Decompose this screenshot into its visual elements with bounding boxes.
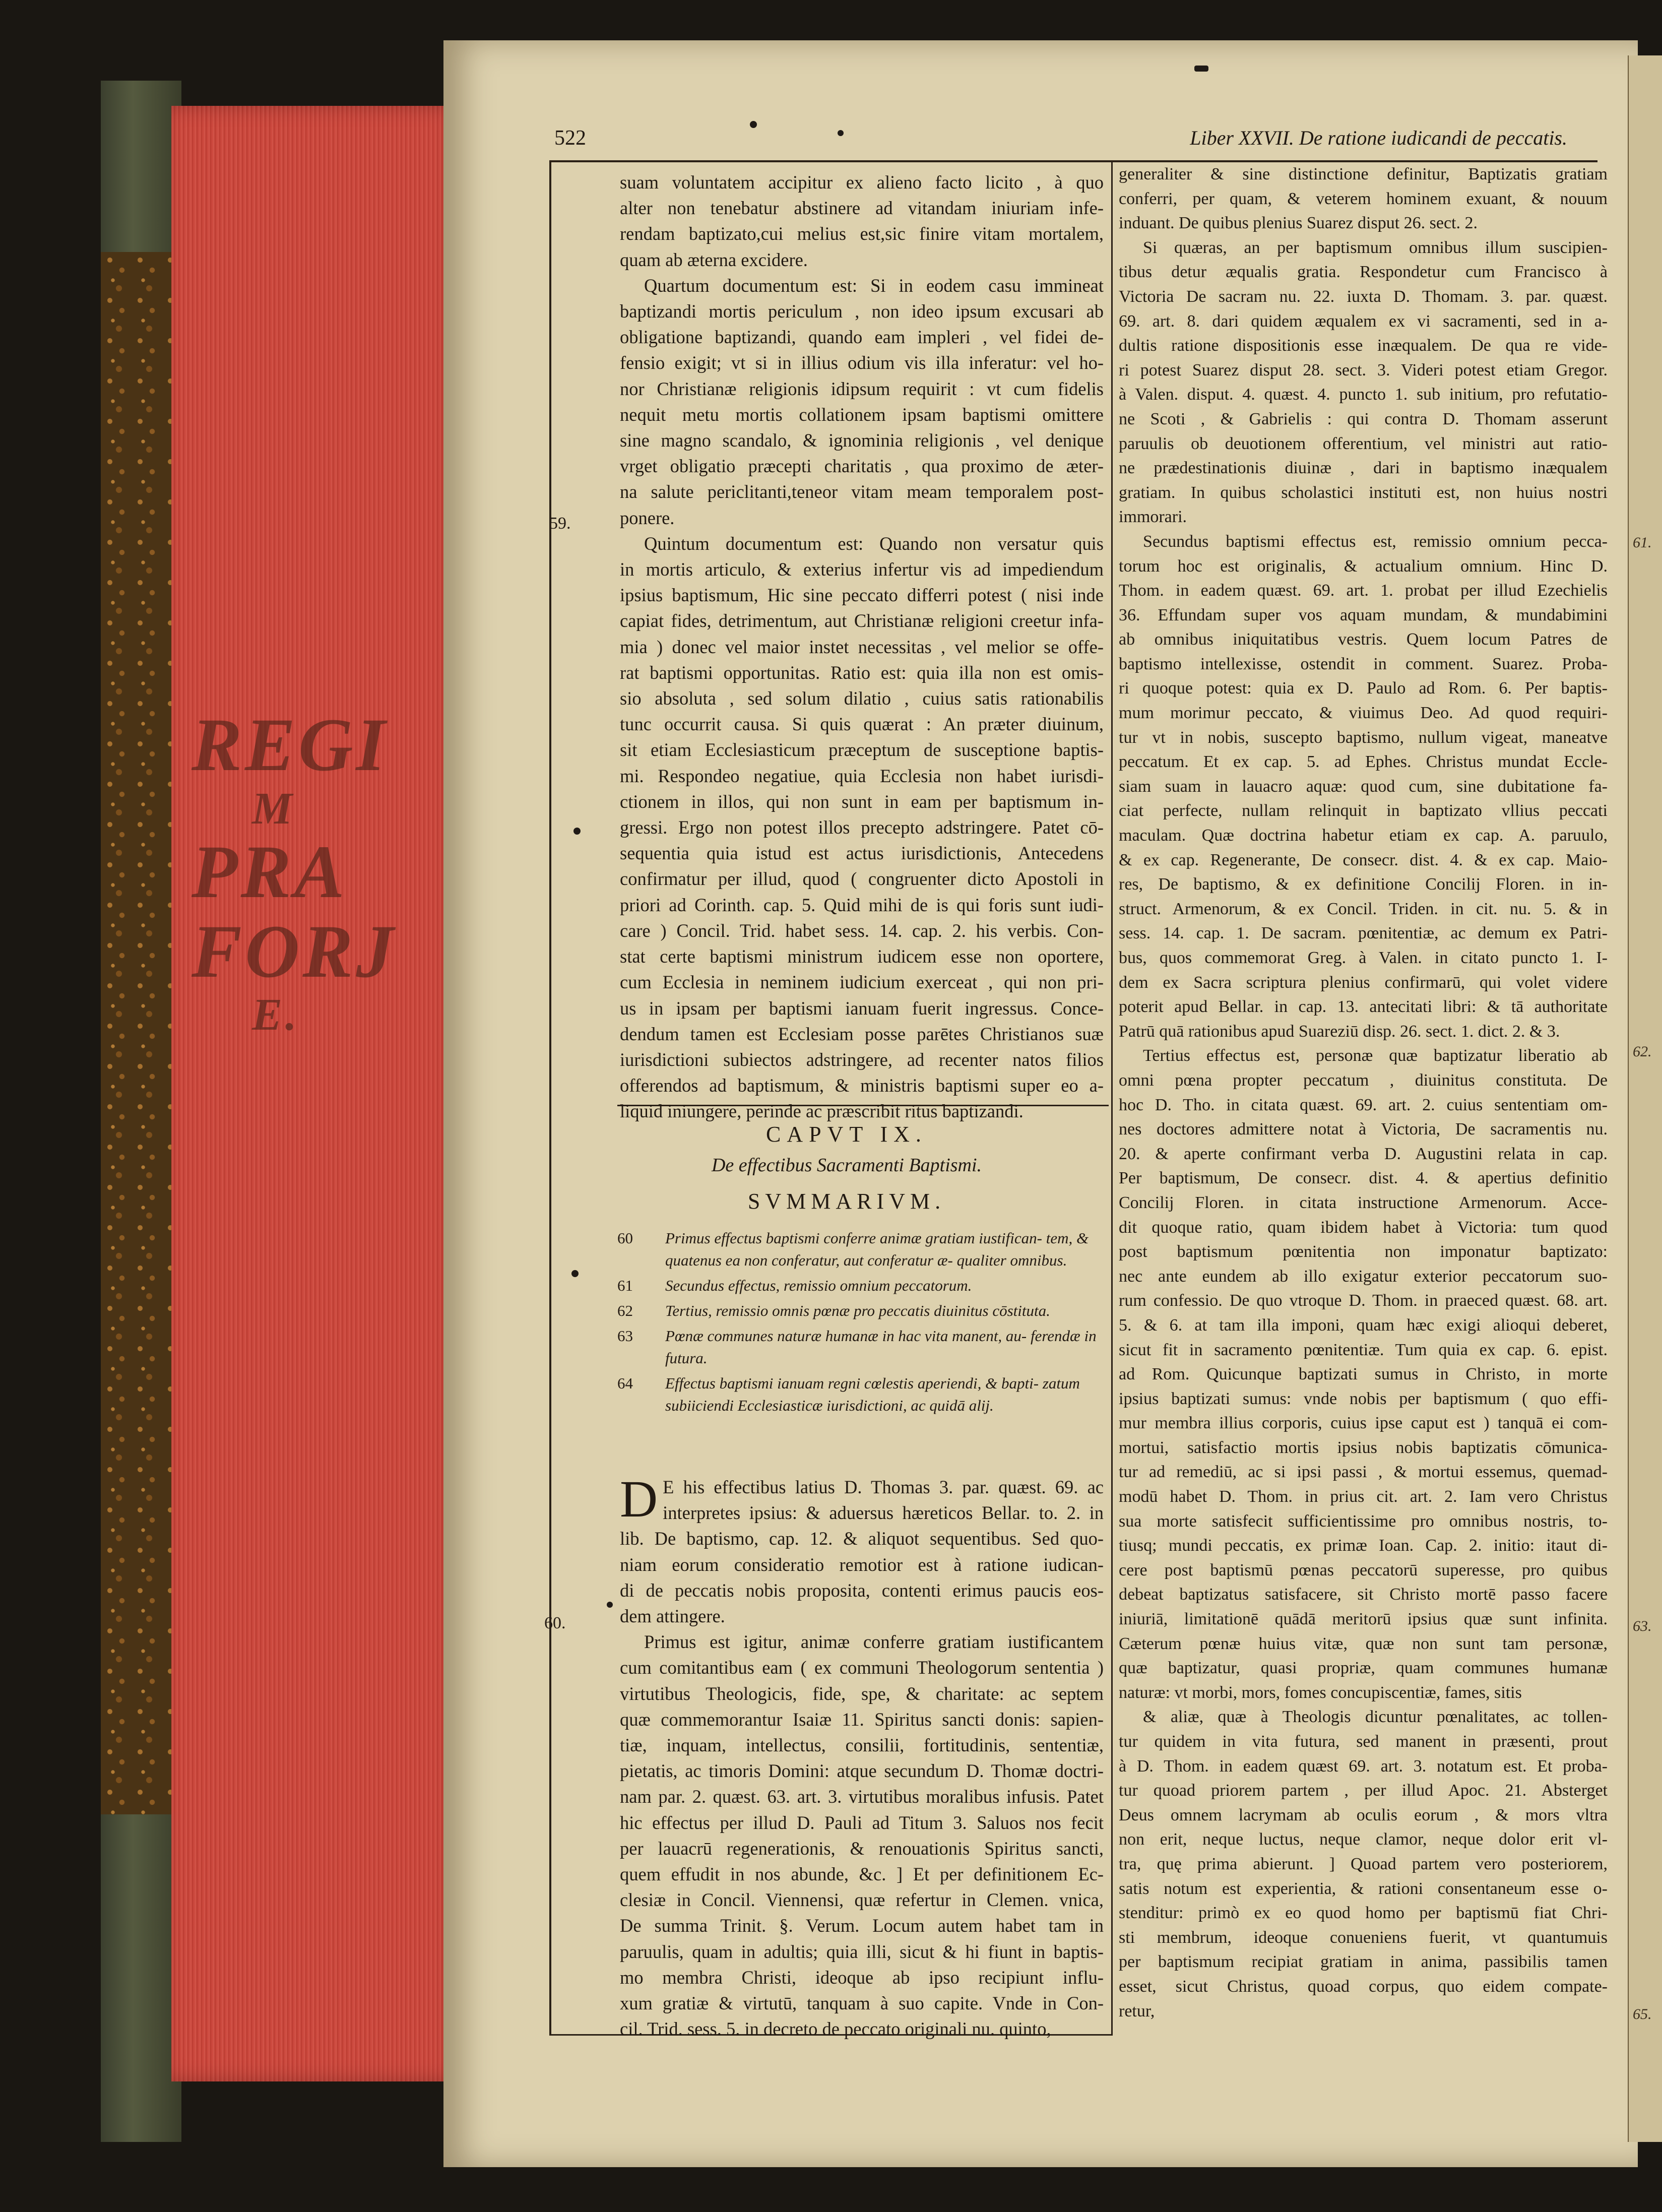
text-line: debeat baptizatus satisfacere, sit Christo mortē passo facere [1119,1585,1608,1604]
text-line: siam suam in lauacro aquæ: quod cum, sine dubitatione fa- [1119,777,1608,796]
summary-item-text: Primus effectus baptismi conferre animæ gratiam iustifican- tem, & quatenus ea non conferatur, aut conferatur æ- qualiter omnibus. [665,1229,1089,1269]
running-head: Liber XXVII. De ratione iudicandi de peccatis. [1190,127,1567,149]
text-line: Si quæras, an per baptismum omnibus illum suscipien- [1143,238,1608,257]
facing-margin-number: 61. [1633,534,1652,551]
text-line: hoc D. Tho. in citata quæst. 69. art. 2. cuius sententiam om- [1119,1095,1608,1114]
text-line: retur, [1119,2001,1155,2020]
left-column-upper-text [620,169,1104,1122]
text-line: ad Rom. Quicunque baptizati sumus in Christo, in morte [1119,1365,1608,1384]
text-line: lib. De baptismo, cap. 12. & aliquot sequentibus. Sed quo- [620,1528,1104,1549]
text-line: mur membra illius corporis, cuius ipse caput est ) tanquā ei com- [1119,1414,1608,1433]
text-line: confirmatur per illud, quod ( congruenter dicto Apostoli in [620,868,1104,890]
text-line: sicut fit in sacramento pœnitentiæ. Tum quia ex cap. 6. epist. [1119,1340,1608,1359]
chapter-title: CAPVT IX. [766,1122,927,1147]
text-line: mum morimur peccato, & viuimus Deo. Ad quod requiri- [1119,704,1608,723]
text-line: ciat perfecte, nullam relinquit in baptizato vllius peccati [1119,801,1608,820]
text-line: dultis ratione dispositionis esse inæqualem. De qua re vide- [1119,336,1608,355]
text-line: cum comitantibus eam ( ex communi Theologorum sententia ) [620,1657,1104,1678]
text-line: mia ) donec vel maior instet necessitas , vel melior se offe- [620,636,1104,657]
text-line: tur quidem in vita futura, sed manent in præsenti, prout [1119,1732,1608,1751]
summary-heading: SVMMARIVM. [747,1189,946,1214]
text-line: non erit, neque luctus, neque clamor, neque dolor erit vl- [1119,1830,1608,1849]
text-line: ri quoque potest: quia ex D. Paulo ad Rom. 6. Per baptis- [1119,679,1608,698]
text-line: nam par. 2. quæst. 63. art. 3. virtutibus moralibus infusis. Patet [620,1786,1104,1807]
text-line: tiæ, inquam, intellectus, consilii, fortitudinis, sententiæ, [620,1735,1104,1756]
text-line: hic effectus per illud D. Pauli ad Titum 3. Saluos nos fecit [620,1812,1104,1833]
text-line: baptizandi mortis periculum , non ideo ipsum excusari ab [620,301,1104,322]
text-line: interpretes ipsius: & aduersus hæreticos Bellar. to. 2. in [663,1502,1104,1524]
text-line: dit quoque ratio, quam ibidem habet à Victoria: tum quod [1119,1218,1608,1237]
facing-page-edge [1628,55,1662,2142]
text-line: sess. 14. cap. 1. De sacram. pœnitentiæ, ac demum ex Patri- [1119,924,1608,943]
ink-speck [838,130,844,136]
text-line: conferri, per quam, & veterem hominem exuant, & nouum [1119,189,1608,208]
text-line: niam eorum consideratio remotior est à ratione iudican- [620,1554,1104,1575]
text-line: ipsius baptizati sumus: vnde nobis per baptismum ( quo effi- [1119,1389,1608,1408]
text-line: pietatis, ac timoris Domini: atque secundum D. Thomæ doctri- [620,1760,1104,1782]
text-line: omni pœna propter peccatum , diuinitus constituta. De [1119,1070,1608,1090]
left-column-lower-text [620,1470,1104,2040]
text-line: iniuriā, limitationē quādā meritorū ipsius quæ sunt infinita. [1119,1610,1608,1629]
facing-margin-number: 65. [1633,2006,1652,2023]
text-line: iurisdictioni subiectos adstringere, ad recenter natos filios [620,1049,1104,1070]
text-line: 20. & aperte confirmant verba D. Augustini relata in cap. [1119,1144,1608,1163]
text-line: na salute periclitanti,teneor vitam meam temporalem post- [620,481,1104,502]
text-line: sequentia quia istud est actus iurisdictionis, Antecedens [620,843,1104,864]
text-line: stat certe baptismi ministrum iudicem esse non oportere, [620,946,1104,967]
text-line: à Valen. disput. 4. quæst. 4. puncto 1. sub initium, pro refutatio- [1119,385,1608,404]
ink-speck [607,1602,613,1608]
text-line: stenditur: primò ex eo quod homo per baptismū fiat Chri- [1119,1904,1608,1923]
text-line: dem ex Sacra scriptura plenius confirmarū, qui volet videre [1119,973,1608,992]
drop-capital: D [620,1470,658,1528]
text-line: sti membrum, ideoque conueniens fuerit, vt quantumuis [1119,1928,1608,1947]
text-line: ri potest Suarez disput 28. sect. 3. Videri potest etiam Gregor. [1119,360,1608,380]
text-line: Quintum documentum est: Quando non versatur quis [644,533,1104,554]
text-line: 5. & 6. at tam illa imponi, quam hæc exigi alioqui deberet, [1119,1315,1608,1335]
text-line: quam ab æterna excidere. [620,249,808,270]
summary-item [617,1372,1121,1417]
margin-number-59: 59. [549,514,571,533]
ink-speck [750,121,757,128]
text-line: cum Ecclesia in neminem iudicium exerceat , qui non pri- [620,972,1104,993]
margin-number-60: 60. [544,1614,566,1632]
text-line: sine magno scandalo, & ignominia religionis , vel denique [620,430,1104,451]
text-line: ne prædestinationis diuinæ , dari in baptismo inæqualem [1119,459,1608,478]
text-line: tur ad remediū, ac si ipsi passi , & mortui essemus, quemad- [1119,1463,1608,1482]
text-line: Patrū quā rationibus apud Suareziū disp. 26. sect. 1. dict. 2. & 3. [1119,1022,1560,1041]
text-line: in mortis articulo, & exterius infertur vis ad impediendum [620,559,1104,580]
text-line: peccatum. Et ex cap. 5. ad Ephes. Christus mundat Eccle- [1119,752,1608,772]
text-line: tibus detur æqualis gratia. Respondetur cum Francisco à [1119,263,1608,282]
summary-item-text: Pœnæ communes naturæ humanæ in hac vita manent, au- ferendæ in futura. [665,1327,1097,1367]
facing-margin-number: 62. [1633,1043,1652,1060]
text-line: Deus omnem lacrymam ab oculis eorum , & mors vltra [1119,1805,1608,1824]
text-line: nor Christianæ religionis idipsum requirit : vt cum fidelis [620,378,1104,399]
column-divider-rule [1111,160,1113,2035]
fore-edge-stamp: REGI M PRA FORJ E. [191,703,397,1040]
text-line: Thom. in eadem quæst. 69. art. 1. probat per illud Ezechielis [1119,581,1608,600]
text-line: ne Scoti , & Gabrielis : qui contra D. Thomam asserunt [1119,409,1608,428]
text-line: cere post baptismū pœnas peccatorū superesse, pro quibus [1119,1560,1608,1579]
text-line: obligatione baptizandi, quando eam impleri , vel fidei de- [620,327,1104,348]
text-line: xum gratiæ & virtutū, tanquam à suo capite. Vnde in Con- [620,1993,1104,2014]
text-line: capiat fides, detrimentum, aut Christianæ religioni creetur infa- [620,610,1104,631]
text-line: tra, quę prima abierunt. ] Quoad partem vero posteriorem, [1119,1854,1608,1873]
summary-item-text: Secundus effectus, remissio omnium peccatorum. [665,1277,972,1294]
marbled-cover-board [101,252,171,1814]
summary-item-text: Effectus baptismi ianuam regni cœlestis aperiendi, & bapti- zatum subiiciendi Ecclesiasticæ iurisdictioni, ac quidā alij. [665,1374,1080,1414]
text-line: sua morte satisfecit sufficientissime pro omnibus nostris, to- [1119,1511,1608,1531]
text-line: gressi. Ergo non potest illos precepto adstringere. Patet cō- [620,817,1104,838]
text-line: sio absoluta , sed solum dilatio , cuius satis rationabilis [620,688,1104,709]
text-line: rendam baptizato,cui melius est,sic finire vitam mortalem, [620,223,1104,244]
text-line: bus, quos commemorat Greg. à Valen. in citato puncto 1. I- [1119,949,1608,967]
text-line: ipsius baptismum, Hic sine peccato differri potest ( nisi inde [620,585,1104,606]
text-line: mortui, satisfactio mortis ipsius nobis baptizatis cōmunica- [1119,1438,1608,1457]
text-line: ctionem in illos, qui non sunt in eam per baptismum in- [620,791,1104,812]
text-line: ponere. [620,507,675,528]
text-line: virtutibus Theologicis, fide, spe, & charitate: ac septem [620,1683,1104,1704]
text-line: Cæterum pœnæ huius vitæ, quæ non sunt tam personæ, [1119,1634,1608,1653]
text-line: quæ baptizatur, quasi propriæ, quam communes humanæ [1119,1659,1608,1678]
text-line: & ex cap. Regenerante, De consecr. dist. 4. & ex cap. Maio- [1119,850,1608,869]
text-line: liquid iniungere, perinde ac præscribit ritus baptizandi. [620,1101,1024,1122]
text-line: Primus est igitur, animæ conferre gratiam iustificantem [644,1631,1104,1653]
text-line: gratiam. In quibus scholastici instituti est, non huius nostri [1119,483,1608,502]
text-line: di de peccatis nobis proposita, contenti erimus paucis eos- [620,1579,1104,1601]
text-line: 36. Effundam super vos aquam mundam, & mundabimini [1119,605,1608,624]
left-frame-rule [549,160,551,2035]
summary-item-text: Tertius, remissio omnis pœnæ pro peccatis diuinitus cōstituta. [665,1302,1050,1319]
text-line: tunc occurrit causa. Si quis quærat : An præter diuinum, [620,714,1104,735]
text-line: tur quoad priorem partem , per illud Apoc. 21. Absterget [1119,1781,1608,1800]
text-line: tur vt in nobis, suscepto baptismo, nullum vigeat, maneatve [1119,728,1608,747]
text-line: paruulis ob deuotionem offerentium, vel ministri aut ratio- [1119,434,1608,453]
text-line: tiusq; mundi peccatis, ex primæ Ioan. Cap. 2. initio: itaut di- [1119,1536,1608,1555]
text-line: & aliæ, quæ à Theologis dicuntur pœnalitates, ac tollen- [1143,1708,1608,1727]
text-line: Quartum documentum est: Si in eodem casu immineat [644,275,1104,296]
text-line: offerendos ad baptismum, & ministris baptismi super eo a- [620,1075,1104,1096]
text-line: ab omnibus iniquitatibus vestris. Quem locum Patres de [1119,630,1608,649]
ink-speck [573,828,581,835]
text-line: E his effectibus latius D. Thomas 3. par. quæst. 69. ac [663,1477,1104,1497]
text-line: quem effudit in nos abunde, &c. ] Et per definitionem Ec- [620,1864,1104,1885]
text-line: Concilij Floren. in citata instructione Armenorum. Acce- [1119,1193,1608,1212]
summary-item [617,1325,1121,1369]
text-line: immorari. [1119,508,1187,527]
text-line: nequit metu mortis collationem ipsam baptismi omittere [620,404,1104,425]
page-number: 522 [554,127,586,150]
text-line: 69. art. 8. dari quidem æqualem ex vi sacramenti, sed in a- [1119,311,1608,331]
chapter-subtitle: De effectibus Sacramenti Baptismi. [711,1155,982,1176]
summary-item-number: 63 [617,1327,633,1345]
text-line: rat baptismi opportunitas. Ratio est: quia illa non est omis- [620,662,1104,683]
right-column-text [1119,162,1608,2032]
text-line: alter non tenebatur abstinere ad vitandam iniuriam infe- [620,198,1104,219]
text-line: clesiæ in Concil. Viennensi, quæ refertur in Clemen. vnica, [620,1889,1104,1911]
text-line: Victoria De sacram nu. 22. iuxta D. Thomam. 3. par. quæst. [1119,287,1608,306]
text-line: cil. Trid. sess. 5. in decreto de peccato originali nu. quinto, [620,2018,1051,2040]
text-line: poterit apud Bellar. in cap. 13. antecitati libri: & tā authoritate [1119,997,1608,1017]
page-header [554,126,1587,156]
summary-item-number: 62 [617,1302,633,1319]
text-line: dendum tamen est Ecclesiam posse parētes Christianos suæ [620,1023,1104,1044]
text-line: baptismo intellexisse, ostendit in comment. Suarez. Proba- [1119,654,1608,673]
text-line: per baptismum recipiat gratiam in anima, passibilis tamen [1119,1952,1608,1972]
text-line: priori ad Corinth. cap. 5. Quid mihi de is qui foris sunt iudi- [620,894,1104,915]
text-line: Secundus baptismi effectus est, remissio omnium pecca- [1143,532,1608,551]
summary-item-number: 60 [617,1229,633,1247]
ink-speck [1194,66,1208,72]
text-line: naturæ: vt morbi, mors, fomes concupiscentiæ, fames, sitis [1119,1683,1522,1702]
text-line: sit etiam Ecclesiasticum præceptum de susceptione baptis- [620,739,1104,761]
summary-item-number: 64 [617,1374,633,1392]
text-line: maculam. Quæ doctrina habetur etiam ex cap. A. paruulo, [1119,826,1608,845]
text-line: suam voluntatem accipitur ex alieno facto licito , à quo [620,172,1104,193]
text-line: satis notum est experientia, & rationi consentaneum esse o- [1119,1879,1608,1898]
text-line: modū habet D. Thom. in prius cit. art. 2. Iam vero Christus [1119,1487,1608,1506]
text-line: rum confessio. De quo vtroque D. Thom. in praeced quæst. 68. art. [1119,1291,1608,1310]
text-line: post baptismum pœnitentia non imponatur baptizato: [1119,1242,1608,1261]
summary-item [617,1275,1121,1297]
chapter-summary-list [617,1227,1121,1420]
summary-item [617,1300,1121,1322]
text-line: esset, sicut Christus, quoad corpus, quo eidem compate- [1119,1977,1608,1996]
text-line: torum hoc est originalis, & actualium omnium. Hinc D. [1119,556,1608,576]
text-line: nes doctores admittere notat à Victoria, De sacramentis nu. [1119,1120,1608,1139]
text-line: fensio exigit; vt si in illius odium vis illa inferatur: vel ho- [620,352,1104,373]
text-line: quæ commemorantur Isaiæ 11. Spiritus sancti donis: sapien- [620,1709,1104,1730]
summary-item-number: 61 [617,1277,633,1294]
text-line: struct. Armenorum, & ex Concil. Triden. in cit. nu. 5. & in [1119,899,1608,918]
text-line: care ) Concil. Trid. habet sess. 14. cap. 2. his verbis. Con- [620,920,1104,941]
ink-speck [571,1270,579,1277]
text-line: nec ante eundem ab illo exigatur exterior peccatorum suo- [1119,1267,1608,1286]
text-line: mi. Respondeo negatiue, quia Ecclesia non habet iurisdi- [620,765,1104,786]
text-line: induant. De quibus plenius Suarez disput 26. sect. 2. [1119,214,1478,233]
text-line: paruulis, quam in adultis; quia illi, sicut & hi fiunt in baptis- [620,1941,1104,1962]
text-line: generaliter & sine distinctione definitur, Baptizatis gratiam [1119,165,1608,183]
summary-item [617,1227,1121,1272]
text-line: à D. Thom. in eadem quæst 69. art. 3. notatum est. Et proba- [1119,1756,1608,1776]
text-line: Per baptismum, De consecr. dist. 4. & apertius definitio [1119,1169,1608,1188]
text-line: Tertius effectus est, personæ quæ baptizatur liberatio ab [1143,1046,1608,1065]
text-line: mo membra Christi, ideoque ab ipso recipiunt influ- [620,1967,1104,1988]
text-line: per lauacrū regenerationis, & renouationis Spiritus sancti, [620,1838,1104,1859]
text-line: us in ipsam per baptismi ianuam fuerit ingressus. Conce- [620,997,1104,1019]
text-line: vrget obligatio præcepti charitatis , qua proximo de æter- [620,456,1104,477]
text-line: dem attingere. [620,1606,725,1627]
facing-margin-number: 63. [1633,1618,1652,1634]
text-line: De summa Trinit. §. Verum. Locum autem habet tam in [620,1915,1104,1936]
text-line: res, De baptismo, & ex definitione Concilij Floren. in in- [1119,875,1608,894]
